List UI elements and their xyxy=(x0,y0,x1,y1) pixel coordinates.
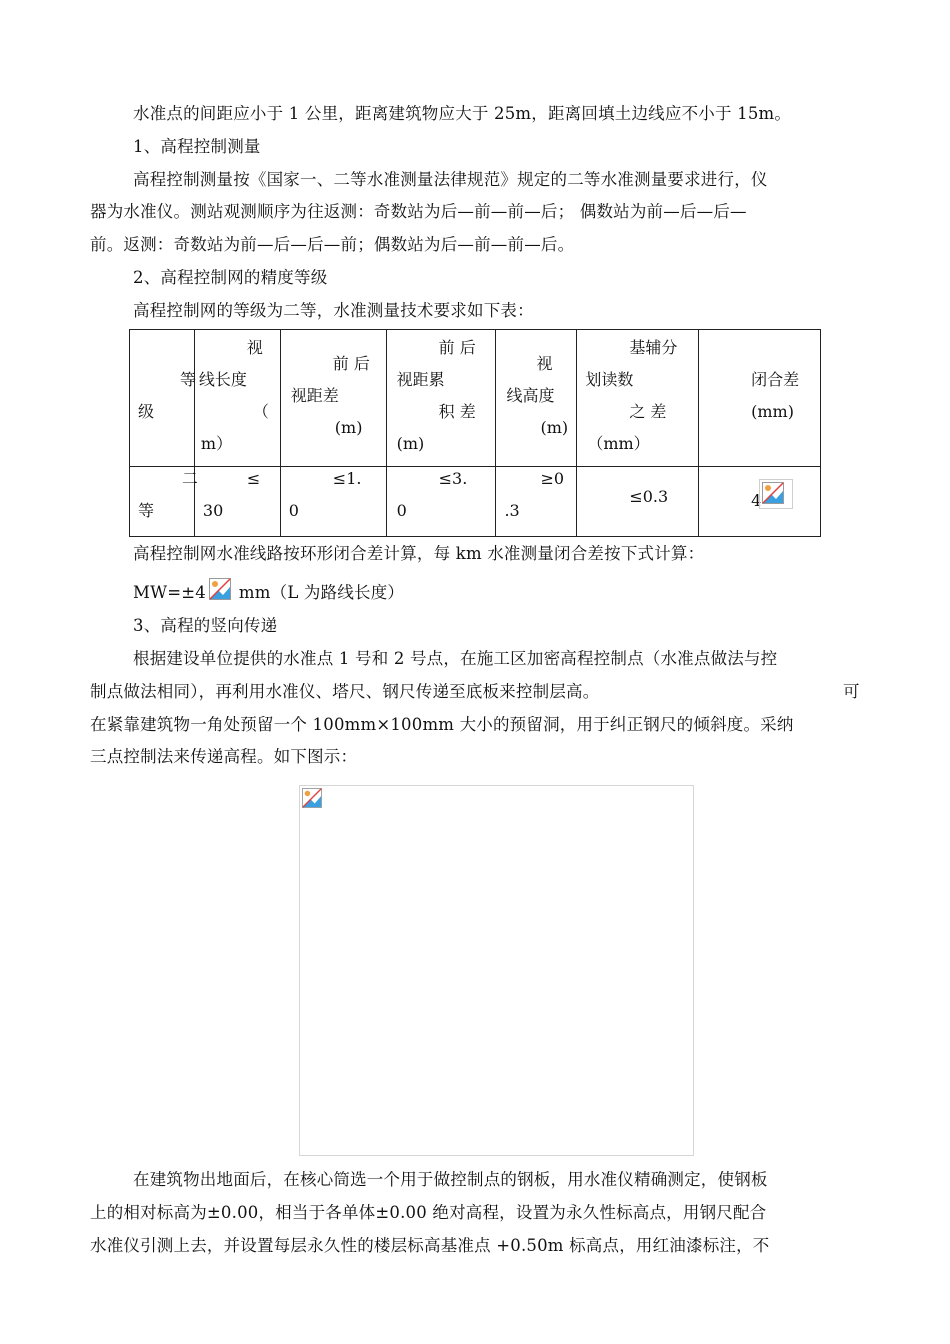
header-cell-distance-diff: 前 后 视距差 (m) xyxy=(280,330,386,467)
paragraph-steel-plate-line2: 上的相对标高为±0.00，相当于各单体±0.00 绝对高程，设置为永久性标高点，用钢尺配合 xyxy=(90,1203,767,1222)
paragraph-transfer-line4: 三点控制法来传递高程。如下图示： xyxy=(90,747,358,766)
cell-grade: 二 等 xyxy=(130,467,195,537)
paragraph-method-line1: 高程控制测量按《国家一、二等水准测量法律规范》规定的二等水准测量要求进行，仪 xyxy=(133,170,768,189)
formula-line xyxy=(133,578,404,603)
formula-image-icon xyxy=(209,578,231,600)
header-cell-reading-diff: 基辅分 划读数 之 差 （mm） xyxy=(577,330,699,467)
heading-elevation-control: 1、高程控制测量 xyxy=(133,137,261,156)
paragraph-transfer-line1: 根据建设单位提供的水准点 1 号和 2 号点，在施工区加密高程控制点（水准点做法与控 xyxy=(133,649,778,668)
figure-image-placeholder xyxy=(299,785,694,1156)
paragraph-transfer-line2-tail: 可 xyxy=(843,682,860,701)
paragraph-transfer-line2: 制点做法相同），再利用水准仪、塔尺、钢尺传递至底板来控制层高。 xyxy=(90,682,600,701)
table-row xyxy=(130,467,821,537)
broken-image-icon xyxy=(302,788,322,812)
paragraph-steel-plate-line3: 水准仪引测上去，并设置每层永久性的楼层标高基准点 +0.50m 标高点，用红油漆标注，不 xyxy=(90,1236,770,1255)
cell-distance-diff: ≤1. 0 xyxy=(280,467,386,537)
heading-vertical-transfer: 3、高程的竖向传递 xyxy=(133,616,278,635)
cell-sight-length: ≤ 30 xyxy=(194,467,280,537)
paragraph-benchmark-spacing: 水准点的间距应小于 1 公里，距离建筑物应大于 25m，距离回填土边线应不小于 15m。 xyxy=(133,104,792,123)
header-cell-sight-length: 视 线长度 （ m） xyxy=(194,330,280,467)
header-cell-grade: 等 级 xyxy=(130,330,195,467)
formula-image-icon xyxy=(759,479,793,509)
paragraph-table-intro: 高程控制网的等级为二等，水准测量技术要求如下表： xyxy=(133,301,534,320)
paragraph-method-line2: 器为水准仪。测站观测顺序为往返测：奇数站为后—前—前—后； 偶数站为前—后—后— xyxy=(90,202,747,221)
heading-accuracy-grade: 2、高程控制网的精度等级 xyxy=(133,268,328,287)
paragraph-transfer-line3: 在紧靠建筑物一角处预留一个 100mm×100mm 大小的预留洞，用于纠正钢尺的倾斜度。采纳 xyxy=(90,715,794,734)
header-cell-accumulated-diff: 前 后 视距累 积 差 (m) xyxy=(386,330,496,467)
paragraph-steel-plate-line1: 在建筑物出地面后，在核心筒选一个用于做控制点的钢板，用水准仪精确测定，使钢板 xyxy=(133,1170,768,1189)
cell-accumulated-diff: ≤3. 0 xyxy=(386,467,496,537)
table-header-row xyxy=(130,330,821,467)
cell-reading-diff: ≤0.3 xyxy=(577,467,699,537)
paragraph-closure-formula-intro: 高程控制网水准线路按环形闭合差计算，每 km 水准测量闭合差按下式计算： xyxy=(133,544,705,563)
formula-prefix: MW=±4 xyxy=(133,583,207,602)
formula-suffix: mm（L 为路线长度） xyxy=(238,583,405,602)
header-cell-sight-height: 视 线高度 (m) xyxy=(496,330,577,467)
paragraph-method-line3: 前。返测：奇数站为前—后—后—前；偶数站为后—前—前—后。 xyxy=(90,235,575,254)
cell-closure: 4 xyxy=(699,467,821,537)
header-cell-closure: 闭合差 (mm) xyxy=(699,330,821,467)
cell-sight-height: ≥0 .3 xyxy=(496,467,577,537)
leveling-spec-table xyxy=(129,329,821,537)
